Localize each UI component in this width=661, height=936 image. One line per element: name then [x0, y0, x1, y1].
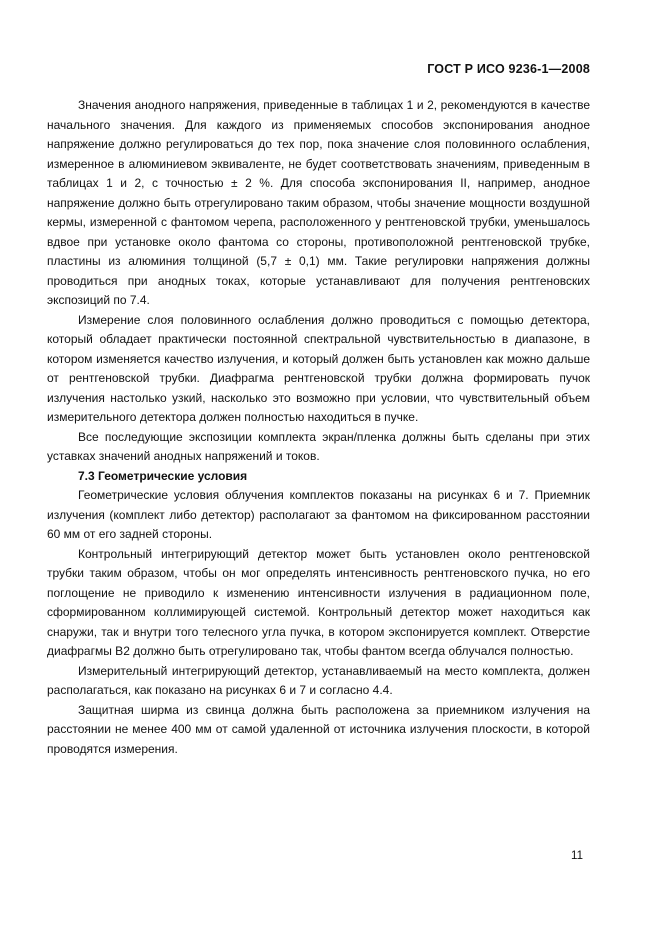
section-heading: 7.3 Геометрические условия: [78, 468, 248, 483]
paragraph: Геометрические условия облучения комплектов показаны на рисунках 6 и 7. Приемник излучения (комплект либо детектор) располагают за фантомом на фиксированном расстоянии 60 мм от его задней стороны.: [47, 488, 590, 541]
paragraph: Значения анодного напряжения, приведенные в таблицах 1 и 2, рекомендуются в качестве начального значения. Для каждого из применяемых способов экспонирования анодное напряжение должно регулироваться до тех пор, пока значение слоя половинного ослабления, измеренное в алюминиевом эквиваленте, не будет соответствовать значениям, приведенным в таблицах 1 и 2, с точностью ± 2 %. Для способа экспонирования II, например, анодное напряжение должно быть отрегулировано таким образом, чтобы значение мощности воздушной кермы, измеренной с фантомом черепа, расположенного у рентгеновской трубки, уменьшалось вдвое при установке около фантома со стороны, противоположной рентгеновской трубке, пластины из алюминия толщиной (5,7 ± 0,1) мм. Такие регулировки напряжения должны проводиться при анодных токах, которые устанавливают для получения рентгеновских экспозиций по 7.4.: [47, 98, 590, 307]
paragraph: Все последующие экспозиции комплекта экран/пленка должны быть сделаны при этих уставках значений анодных напряжений и токов.: [47, 429, 590, 463]
paragraph: Защитная ширма из свинца должна быть расположена за приемником излучения на расстоянии не менее 400 мм от самой удаленной от источника излучения плоскости, в которой проводятся измерения.: [47, 702, 590, 756]
page-number: 11: [571, 850, 583, 862]
running-header-standard-code: ГОСТ Р ИСО 9236-1—2008: [427, 62, 590, 76]
paragraph: Измерительный интегрирующий детектор, устанавливаемый на место комплекта, должен располагаться, как показано на рисунках 6 и 7 и согласно 4.4.: [47, 663, 590, 697]
paragraph: Контрольный интегрирующий детектор может быть установлен около рентгеновской трубки таким образом, чтобы он мог определять интенсивность рентгеновского пучка, но его поглощение не приводило к изменению интенсивности излучения в радиационном поле, сформированном коллимирующей системой. Контрольный детектор может находиться как снаружи, так и внутри того телесного угла пучка, в котором экспонируется комплект. Отверстие диафрагмы В2 должно быть отрегулировано так, чтобы фантом всегда облучался полностью.: [47, 546, 590, 658]
document-body: [47, 96, 590, 759]
paragraph: Измерение слоя половинного ослабления должно проводиться с помощью детектора, который обладает практически постоянной спектральной чувствительностью в диапазоне, в котором изменяется качество излучения, и который должен быть установлен как можно дальше от рентгеновской трубки. Диафрагма рентгеновской трубки должна формировать пучок излучения настолько узкий, насколько это возможно при условии, что чувствительный объем измерительного детектора должен полностью находиться в пучке.: [47, 312, 590, 424]
